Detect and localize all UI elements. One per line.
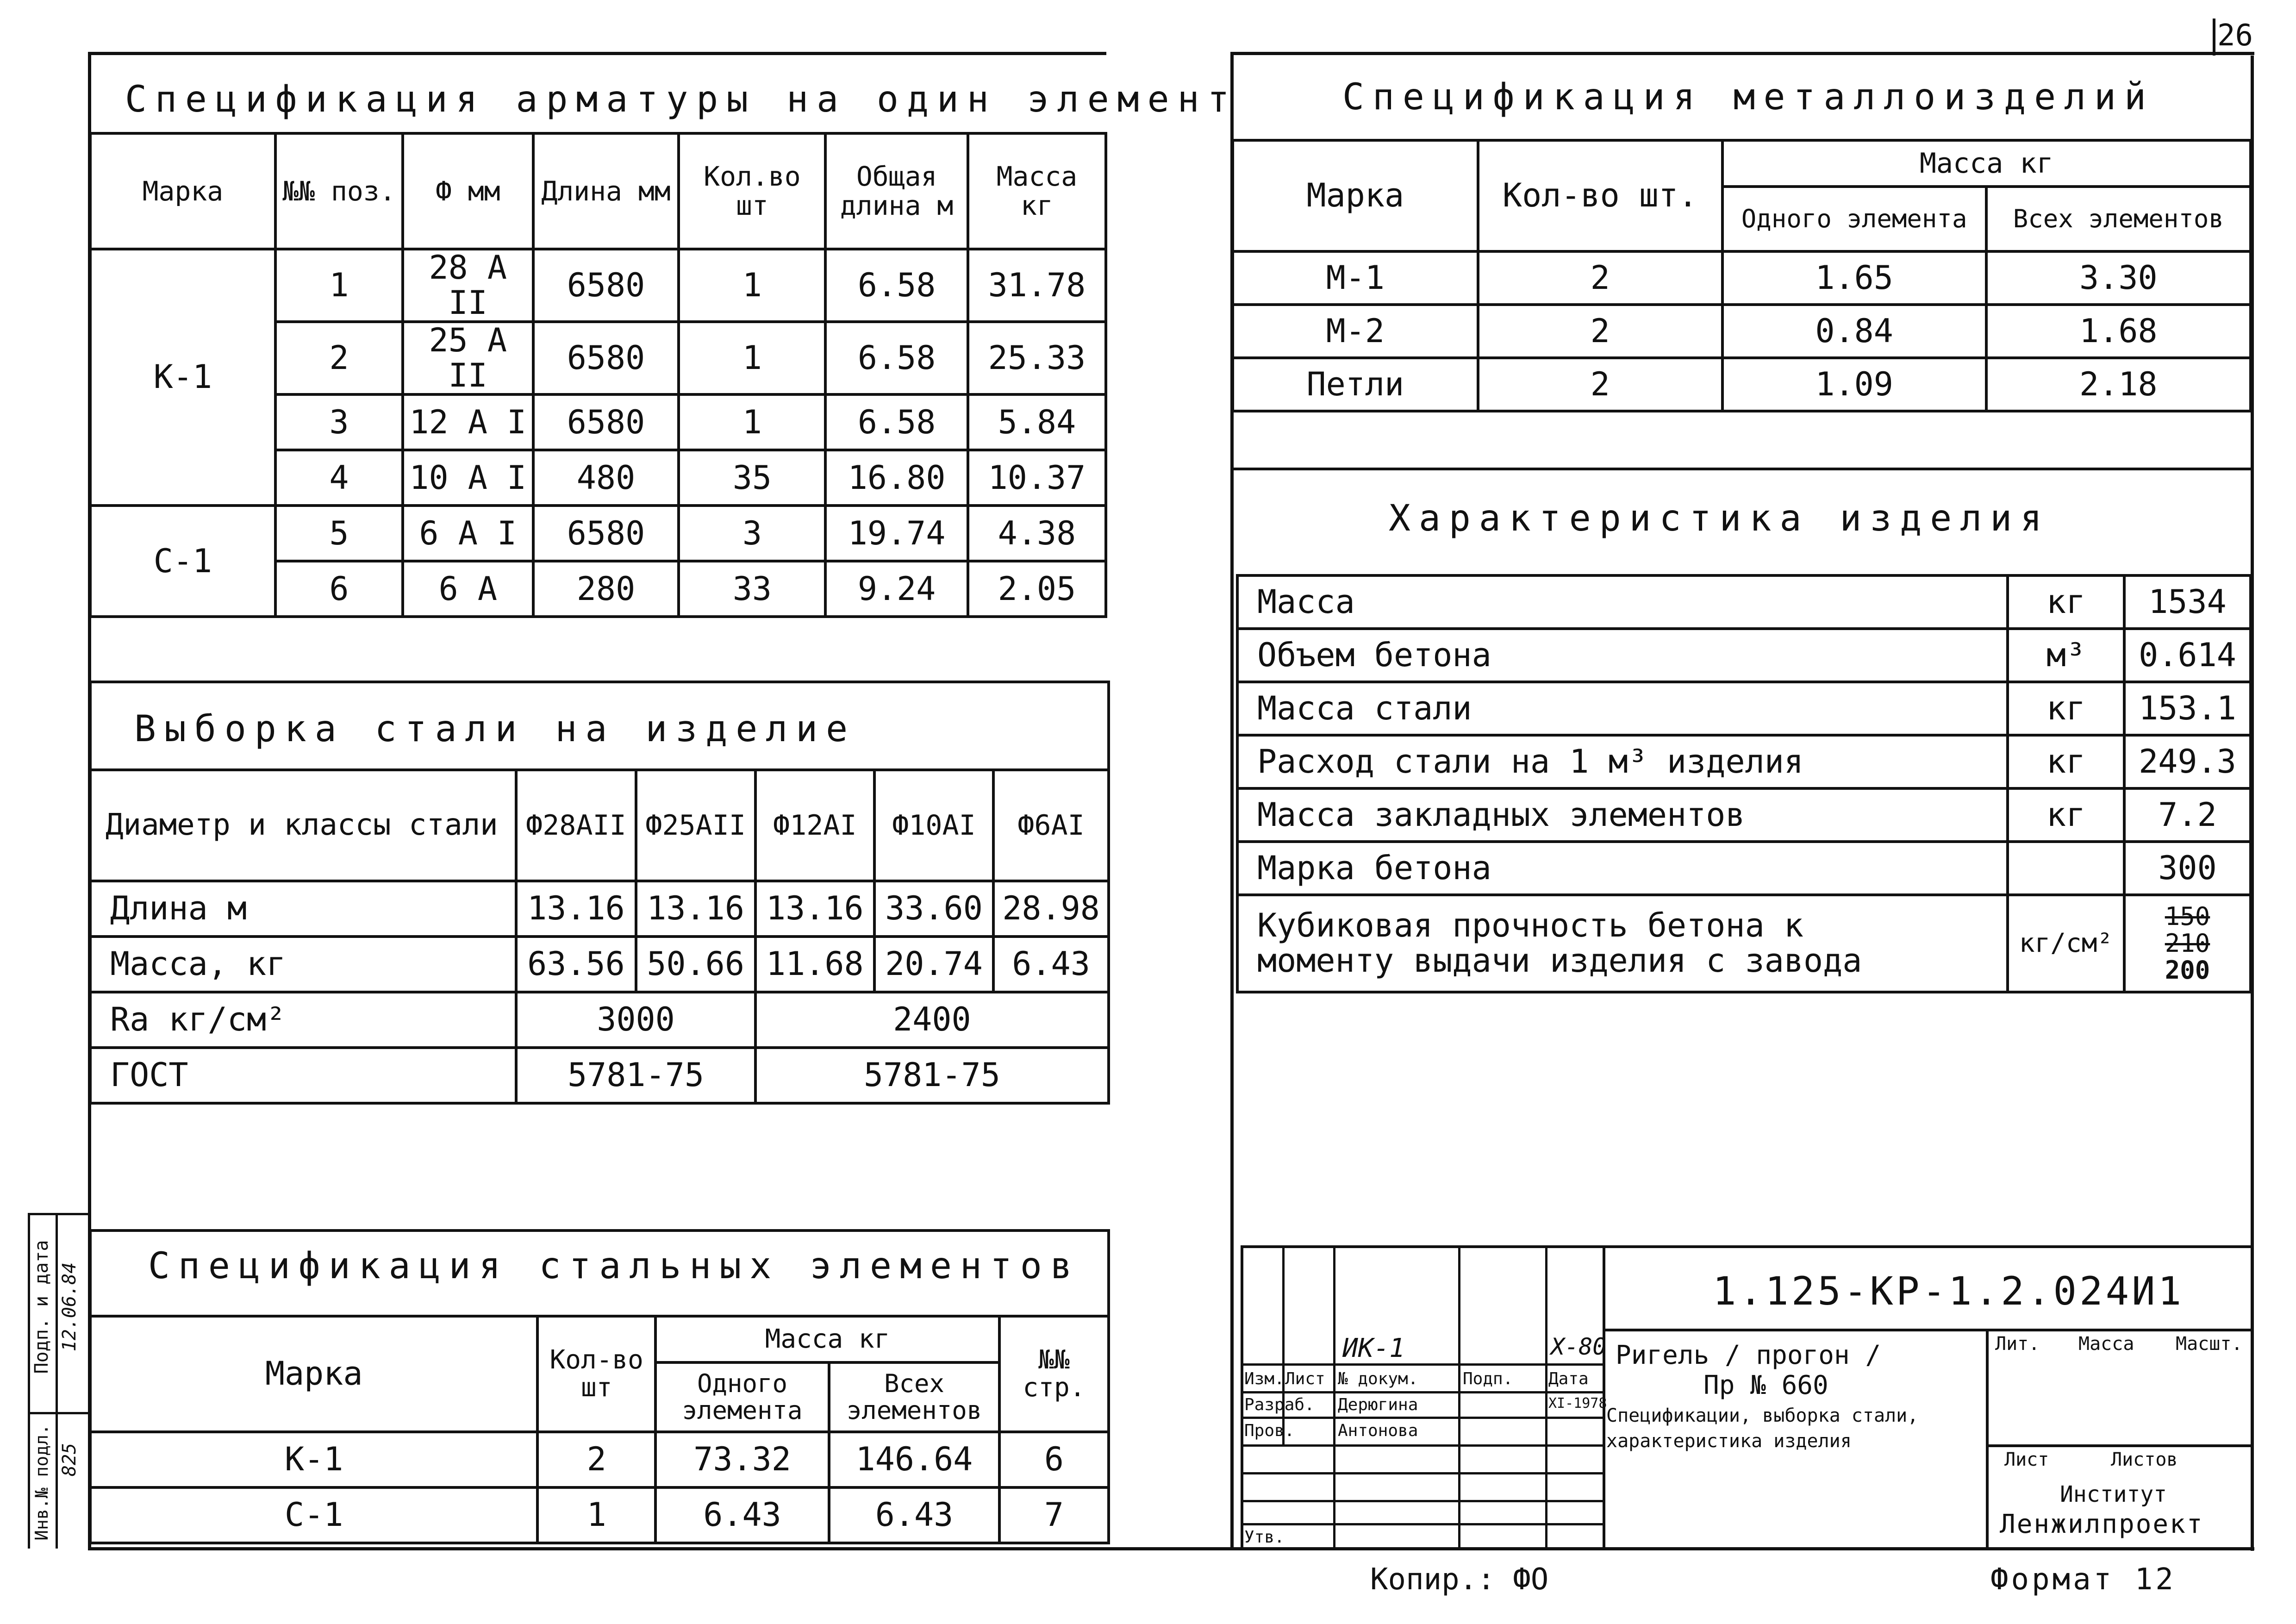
stamp-sign: Подп. и дата [31,1240,52,1374]
steel-mass: 63.56 [516,937,636,992]
frame-top-right [1230,52,2254,55]
armature-header: Кол.во шт [679,133,825,249]
char-unit: кг [2008,575,2124,629]
metal-cell: 2 [1478,305,1722,358]
char-value: 249.3 [2124,735,2251,788]
tb-grid [1241,1523,1604,1525]
tb-name-3: Спецификации, выборка стали, [1606,1405,1919,1426]
metal-cell: 0.84 [1722,305,1986,358]
armature-title: Спецификация арматуры на один элемент [125,79,1238,120]
titleblock-right-h [1986,1444,2252,1447]
armature-cell: 35 [679,450,825,506]
armature-mark: С-1 [90,506,275,617]
armature-cell: 1 [679,322,825,394]
steel-ra: 2400 [755,992,1109,1048]
steel-length-label: Длина м [90,881,516,937]
tb-sheet: Лист [2004,1449,2049,1470]
metal-header: Масса кг [1722,140,2251,187]
tb-col-date: Дата [1548,1369,1589,1388]
steel-el-cell: К-1 [90,1432,537,1487]
steel-elements-title: Спецификация стальных элементов [148,1245,1080,1287]
steel-length: 28.98 [993,881,1109,937]
tb-name-4: характеристика изделия [1606,1430,1852,1452]
titleblock-mid-h [1603,1329,2252,1331]
stamp-border [56,1213,58,1549]
tb-grid [1241,1391,1604,1393]
titleblock-right-v [1986,1329,1989,1549]
armature-cell: 12 А I [403,394,533,450]
stamp-sign-val: 12.06.84 [59,1262,80,1352]
tb-col-sign: Подп. [1463,1369,1513,1388]
tb-scale: Масшт. [2176,1333,2243,1355]
steel-mass: 6.43 [993,937,1109,992]
tb-grid [1241,1444,1604,1447]
steel-el-header: Масса кг [655,1316,999,1362]
tb-grid [1458,1245,1460,1549]
tb-check-name: Антонова [1338,1421,1418,1440]
tb-grid [1282,1245,1285,1444]
steel-el-header: №№ стр. [999,1316,1109,1432]
tb-approve-label: Утв. [1244,1528,1285,1547]
armature-cell: 6 А I [403,506,533,561]
frame-bottom [88,1547,2254,1550]
tb-grid [1333,1245,1335,1549]
steel-elements-table [89,1229,1110,1544]
metal-header: Одного элемента [1722,187,1986,251]
armature-header: №№ поз. [275,133,403,249]
stamp-border [28,1213,30,1549]
char-strength-line-1: Кубиковая прочность бетона к [1257,906,1804,945]
tb-sheets: Листов [2111,1449,2178,1470]
armature-cell: 10.37 [968,450,1106,506]
armature-cell: 6580 [533,249,679,322]
char-strength-label [1237,895,2008,992]
titleblock-left [1241,1245,1243,1549]
tb-lit: Лит. [1995,1333,2040,1355]
tb-col-doc: № докум. [1338,1369,1418,1388]
steel-length: 13.16 [636,881,755,937]
armature-cell: 6.58 [825,394,968,450]
titleblock-top [1241,1245,2252,1248]
tb-change-note: ИК-1 [1342,1333,1405,1363]
tb-change-year: Х-80 [1551,1333,1607,1360]
armature-cell: 6.58 [825,249,968,322]
steel-mass: 50.66 [636,937,755,992]
stamp-inv-val: 825 [59,1443,80,1477]
steel-length: 33.60 [874,881,993,937]
steel-col-header: Ф6АI [993,770,1109,881]
armature-cell: 280 [533,561,679,617]
char-value: 7.2 [2124,788,2251,842]
steel-mass: 20.74 [874,937,993,992]
char-title: Характеристика изделия [1389,498,2051,539]
steel-el-cell: 6 [999,1432,1109,1487]
steel-mass: 11.68 [755,937,874,992]
char-label: Масса стали [1237,682,2008,735]
steel-col-header: Ф10АI [874,770,993,881]
steel-col-header: Ф25АII [636,770,755,881]
char-unit [2008,842,2124,895]
char-strength-struck: 210 [2165,928,2210,958]
steel-el-cell: 2 [537,1432,655,1487]
armature-cell: 5.84 [968,394,1106,450]
armature-cell: 1 [275,249,403,322]
steel-col-header: Ф28АII [516,770,636,881]
char-strength-struck: 150 [2165,901,2210,931]
armature-cell: 5 [275,506,403,561]
steel-diameter-header: Диаметр и классы стали [90,770,516,881]
steel-el-cell: 146.64 [829,1432,999,1487]
char-value: 153.1 [2124,682,2251,735]
steel-el-cell: 73.32 [655,1432,829,1487]
armature-cell: 6580 [533,322,679,394]
steel-ra: 3000 [516,992,755,1048]
armature-cell: 9.24 [825,561,968,617]
stamp-inv: Инв.№ подл. [31,1424,52,1541]
armature-header: Общая длина м [825,133,968,249]
tb-grid [1241,1472,1604,1474]
armature-header: Длина мм [533,133,679,249]
armature-cell: 3 [679,506,825,561]
armature-cell: 25.33 [968,322,1106,394]
sheet-number-tick [2213,19,2215,56]
tb-name-2: Пр № 660 [1703,1370,1828,1400]
tb-org-2: Ленжилпроект [2000,1509,2204,1539]
armature-cell: 6 А [403,561,533,617]
char-unit: кг [2008,735,2124,788]
steel-selection-table [89,681,1110,1105]
steel-length: 13.16 [516,881,636,937]
sheet-number: 26 [2217,19,2253,53]
char-unit: кг [2008,682,2124,735]
char-strength-value-cell [2124,895,2251,992]
steel-length: 13.16 [755,881,874,937]
armature-cell: 6.58 [825,322,968,394]
armature-cell: 6580 [533,506,679,561]
steel-col-header: Ф12АI [755,770,874,881]
tb-dev-date: XI-1978 [1548,1395,1607,1412]
armature-cell: 33 [679,561,825,617]
metal-title: Спецификация металлоизделий [1342,76,2154,118]
char-strength-value: 200 [2165,956,2210,985]
armature-cell: 4.38 [968,506,1106,561]
char-label: Расход стали на 1 м³ изделия [1237,735,2008,788]
copy-label: Копир.: ФО [1370,1562,1549,1597]
armature-cell: 16.80 [825,450,968,506]
armature-cell: 4 [275,450,403,506]
metal-cell: 1.68 [1986,305,2251,358]
steel-ra-label: Rа кг/см² [90,992,516,1048]
metal-cell: 1.65 [1722,251,1986,305]
tb-grid [1545,1245,1547,1549]
steel-el-header: Кол-во шт [537,1316,655,1432]
metal-table [1231,139,2252,470]
steel-el-header: Марка [90,1316,537,1432]
char-unit: кг [2008,788,2124,842]
armature-header: Ф мм [403,133,533,249]
armature-table [89,132,1107,618]
metal-cell: 2.18 [1986,358,2251,411]
metal-cell: Петли [1233,358,1478,411]
armature-cell: 10 А I [403,450,533,506]
steel-el-header: Всех элементов [829,1362,999,1432]
tb-grid [1241,1500,1604,1502]
metal-cell: 2 [1478,251,1722,305]
frame-top-left [88,52,1106,55]
armature-cell: 1 [679,249,825,322]
tb-dev-label: Разраб. [1244,1395,1315,1414]
tb-designation: 1.125-КР-1.2.024И1 [1713,1268,2184,1314]
char-unit: м³ [2008,629,2124,682]
tb-col-izm: Изм. [1244,1369,1285,1388]
tb-grid [1241,1363,1604,1366]
armature-cell: 28 А II [403,249,533,322]
char-label: Марка бетона [1237,842,2008,895]
armature-cell: 1 [679,394,825,450]
char-strength-line-2: моменту выдачи изделия с завода [1257,942,1862,980]
steel-el-header: Одного элемента [655,1362,829,1432]
char-label: Масса [1237,575,2008,629]
armature-header: Масса кг [968,133,1106,249]
tb-check-label: Пров. [1244,1421,1295,1440]
steel-el-cell: 6.43 [655,1487,829,1543]
armature-mark: К-1 [90,249,275,506]
steel-gost: 5781-75 [516,1048,755,1103]
armature-cell: 6 [275,561,403,617]
armature-cell: 2.05 [968,561,1106,617]
char-value: 1534 [2124,575,2251,629]
char-value: 300 [2124,842,2251,895]
metal-header: Марка [1233,140,1478,251]
armature-cell: 2 [275,322,403,394]
metal-cell: 2 [1478,358,1722,411]
steel-el-cell: С-1 [90,1487,537,1543]
armature-cell: 3 [275,394,403,450]
tb-org-1: Институт [2060,1481,2167,1507]
metal-cell: М-1 [1233,251,1478,305]
char-label: Объем бетона [1237,629,2008,682]
armature-cell: 19.74 [825,506,968,561]
metal-cell: 3.30 [1986,251,2251,305]
tb-grid [1241,1417,1604,1419]
armature-cell: 480 [533,450,679,506]
armature-cell: 6580 [533,394,679,450]
metal-header: Кол-во шт. [1478,140,1722,251]
metal-cell: 1.09 [1722,358,1986,411]
char-value: 0.614 [2124,629,2251,682]
steel-gost: 5781-75 [755,1048,1109,1103]
armature-cell: 25 А II [403,322,533,394]
metal-cell: М-2 [1233,305,1478,358]
steel-gost-label: ГОСТ [90,1048,516,1103]
steel-mass-label: Масса, кг [90,937,516,992]
char-table [1236,574,2252,993]
tb-name-1: Ригель / прогон / [1616,1340,1881,1370]
armature-cell: 31.78 [968,249,1106,322]
steel-el-cell: 1 [537,1487,655,1543]
steel-selection-title: Выборка стали на изделие [134,708,856,750]
steel-el-cell: 6.43 [829,1487,999,1543]
tb-col-list: Лист [1285,1369,1325,1388]
metal-header: Всех элементов [1986,187,2251,251]
format-label: Формат 12 [1990,1562,2176,1597]
steel-el-cell: 7 [999,1487,1109,1543]
tb-dev-name: Дерюгина [1338,1395,1418,1414]
char-label: Масса закладных элементов [1237,788,2008,842]
armature-header: Марка [90,133,275,249]
char-strength-unit: кг/см² [2008,895,2124,992]
tb-massa: Масса [2078,1333,2134,1355]
